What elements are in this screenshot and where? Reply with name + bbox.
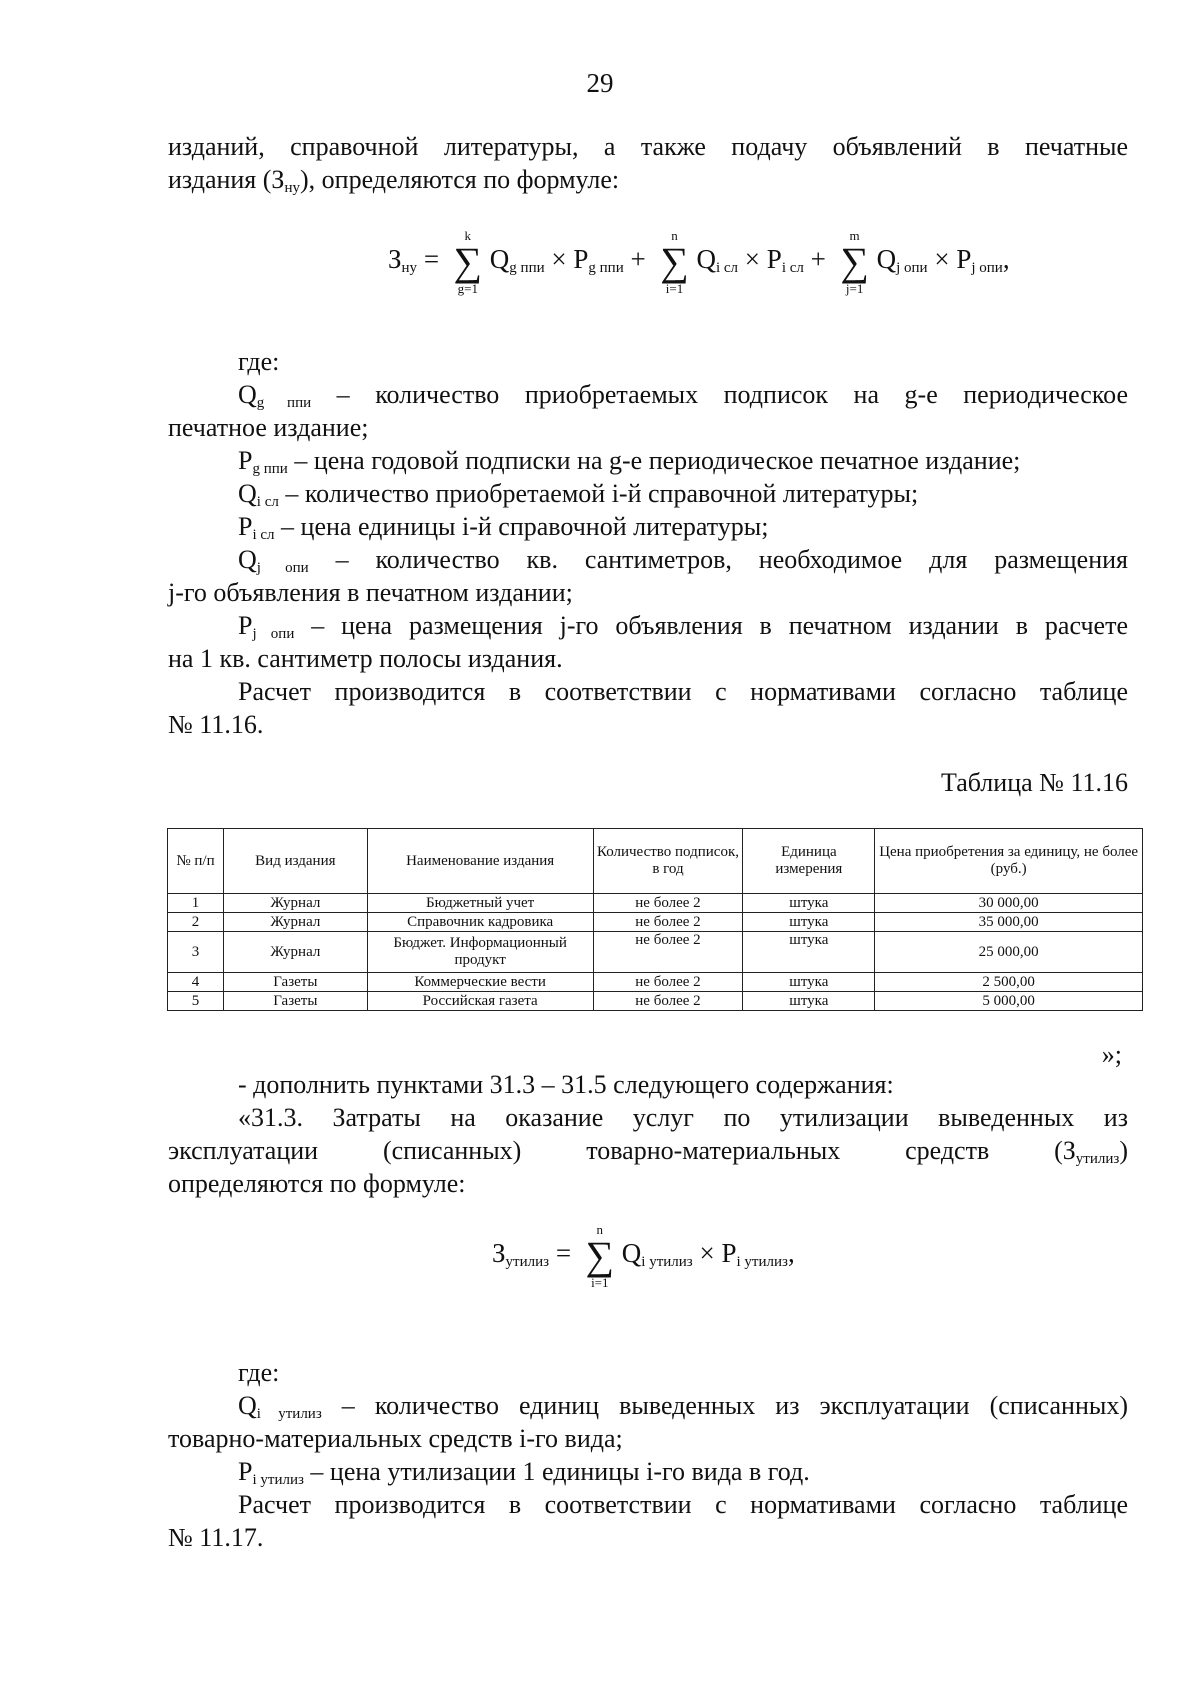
table-row: [168, 894, 1143, 913]
calc-note-2-line-2: № 11.17.: [168, 1523, 264, 1552]
cell: 35 000,00: [875, 913, 1143, 932]
def-q-g-ppi: $Q_{g ппи}$ – количество приобретаемых подписок на g-е периодическое: [238, 380, 1128, 411]
header-cell: Количество подписок, в год: [593, 829, 743, 894]
header-cell: Вид издания: [223, 829, 367, 894]
cell: Российская газета: [367, 992, 593, 1011]
cell: Справочник кадровика: [367, 913, 593, 932]
cell: штука: [743, 992, 875, 1011]
def-p-i-util: $P_{i утилиз}$ – цена утилизации 1 единицы i-го вида в год.: [238, 1457, 810, 1488]
cell: 30 000,00: [875, 894, 1143, 913]
cell: 1: [168, 894, 224, 913]
amend-p-line-3: определяются по формуле:: [168, 1169, 466, 1198]
amend-p-line-1: «31.3. Затраты на оказание услуг по утилизации выведенных из: [238, 1103, 1128, 1132]
formula-disposal: $З_{утилиз}$ = n ∑ i=1 $Q_{i утилиз} \times P_{i утилиз}$,: [492, 1222, 795, 1290]
cell: 25 000,00: [875, 932, 1143, 973]
formula-periodicals: $З_{ну}$ = k ∑ g=1 $Q_{g ппи} \times P_{g ппи}$ + n ∑ i=1 $Q_{i сл} \times P_{i сл}$ + m ∑ j=1 $Q_{j опи} \times P_{j опи}$,: [388, 228, 1010, 296]
header-cell: Цена приобретения за единицу, не более (руб.): [875, 829, 1143, 894]
table-row: [168, 932, 1143, 973]
cell: Газеты: [223, 973, 367, 992]
intro-line-1: изданий, справочной литературы, а также подачу объявлений в печатные: [168, 132, 1128, 161]
cell: штука: [743, 973, 875, 992]
calc-note-line-1: Расчет производится в соответствии с нормативами согласно таблице: [238, 677, 1128, 706]
header-cell: Наименование издания: [367, 829, 593, 894]
cell: штука: [743, 913, 875, 932]
cell: Журнал: [223, 894, 367, 913]
amend-p-line-2: эксплуатации (списанных) товарно-материальных средств $(З_{утилиз})$: [168, 1136, 1128, 1167]
calc-note-2-line-1: Расчет производится в соответствии с нормативами согласно таблице: [238, 1490, 1128, 1519]
norms-table: [167, 828, 1143, 1011]
sum-symbol-m: m ∑ j=1: [840, 228, 869, 296]
def-q-i-util-cont: товарно-материальных средств i-го вида;: [168, 1424, 623, 1453]
cell: 2 500,00: [875, 973, 1143, 992]
def-q-j-opi: $Q_{j опи}$ – количество кв. сантиметров, необходимое для размещения: [238, 545, 1128, 576]
cell: Бюджетный учет: [367, 894, 593, 913]
amend-line: - дополнить пунктами 31.3 – 31.5 следующего содержания:: [238, 1070, 894, 1099]
cell: Журнал: [223, 913, 367, 932]
sum-symbol-k: k ∑ g=1: [453, 228, 483, 296]
def-q-i-sl: $Q_{i сл}$ – количество приобретаемой i-й справочной литературы;: [238, 479, 919, 510]
cell: не более 2: [593, 992, 743, 1011]
def-p-j-opi-cont: на 1 кв. сантиметр полосы издания.: [168, 644, 563, 673]
table-caption: Таблица № 11.16: [940, 768, 1128, 797]
cell: не более 2: [593, 932, 743, 973]
definitions-disposal: [168, 1356, 1128, 1554]
sum-symbol-disposal: n ∑ i=1: [585, 1222, 615, 1290]
table-row: [168, 913, 1143, 932]
cell: штука: [743, 932, 875, 973]
sum-symbol-n: n ∑ i=1: [660, 228, 689, 296]
cell: 3: [168, 932, 224, 973]
table-row: [168, 973, 1143, 992]
def-q-g-ppi-cont: печатное издание;: [168, 413, 369, 442]
calc-note-line-2: № 11.16.: [168, 710, 264, 739]
table-row: [168, 992, 1143, 1011]
closing-quote: »;: [1101, 1040, 1122, 1069]
table-header-row: [168, 829, 1143, 894]
cell: 2: [168, 913, 224, 932]
def-p-i-sl: $P_{i сл}$ – цена единицы i-й справочной литературы;: [238, 512, 769, 543]
cell: 5 000,00: [875, 992, 1143, 1011]
def-q-j-opi-cont: j-го объявления в печатном издании;: [168, 578, 573, 607]
cell: Коммерческие вести: [367, 973, 593, 992]
cell: Бюджет. Информационный продукт: [367, 932, 593, 973]
cell: Журнал: [223, 932, 367, 973]
cell: штука: [743, 894, 875, 913]
def-p-g-ppi: $P_{g ппи}$ – цена годовой подписки на g-е периодическое печатное издание;: [238, 446, 1021, 477]
cell: Газеты: [223, 992, 367, 1011]
definitions-periodicals: [168, 345, 1128, 741]
where-label-2: где:: [238, 1358, 280, 1387]
def-p-j-opi: $P_{j опи}$ – цена размещения j-го объявления в печатном издании в расчете: [238, 611, 1128, 642]
header-cell: Единица измерения: [743, 829, 875, 894]
cell: не более 2: [593, 913, 743, 932]
cell: 5: [168, 992, 224, 1011]
cell: не более 2: [593, 973, 743, 992]
def-q-i-util: $Q_{i утилиз}$ – количество единиц выведенных из эксплуатации (списанных): [238, 1391, 1128, 1422]
header-cell: № п/п: [168, 829, 224, 894]
where-label: где:: [238, 347, 280, 376]
cell: не более 2: [593, 894, 743, 913]
page-number: 29: [586, 68, 614, 98]
intro-paragraph: [168, 130, 1128, 196]
intro-line-2: издания $(З_{ну})$, определяются по формуле:: [168, 165, 620, 196]
amendment-paragraph: [168, 1068, 1128, 1200]
cell: 4: [168, 973, 224, 992]
